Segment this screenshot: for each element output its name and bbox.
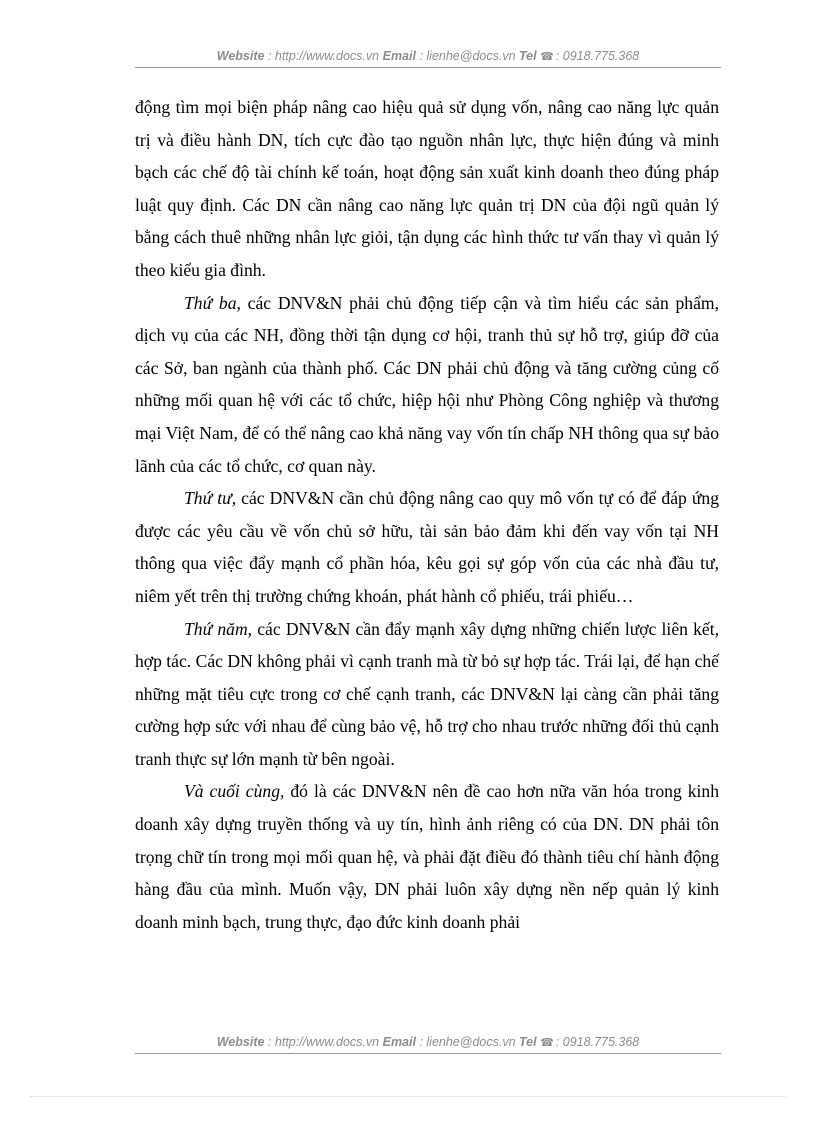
paragraph-text: các DNV&N phải chủ động tiếp cận và tìm hiểu các sản phẩm, dịch vụ của các NH, đồng thời tận dụng cơ hội, tranh thủ sự hỗ trợ, giúp đỡ của các Sở, ban ngành của thành phố. Các DN phải chủ động và tăng cường củng cố những mối quan hệ với các tổ chức, hiệp hội như Phòng Công nghiệp và thương mại Việt Nam, để có thể nâng cao khả năng vay vốn tín chấp NH thông qua sự bảo lãnh của các tổ chức, cơ quan này. xyxy=(135,292,719,476)
header-website-label: Website xyxy=(216,49,265,63)
footer-tel-value: : 0918.775.368 xyxy=(555,1035,640,1049)
footer-tel-label: Tel xyxy=(519,1035,537,1049)
page-footer xyxy=(135,1035,721,1049)
header-email-label: Email xyxy=(382,49,416,63)
phone-icon xyxy=(540,49,556,63)
paragraph-lead: Thứ ba, xyxy=(184,292,241,313)
footer-email-link[interactable]: : lienhe@docs.vn xyxy=(419,1035,516,1049)
paragraph-thu-nam xyxy=(135,613,719,776)
page-bottom-edge xyxy=(30,1096,786,1097)
paragraph-text: các DNV&N cần đẩy mạnh xây dựng những chiến lược liên kết, hợp tác. Các DN không phải vì cạnh tranh mà từ bỏ sự hợp tác. Trái lại, để hạn chế những mặt tiêu cực trong cơ chế cạnh tranh, các DNV&N lại càng cần phải tăng cường hợp sức với nhau để cùng bảo vệ, hỗ trợ cho nhau trước những đối thủ cạnh tranh thực sự lớn mạnh từ bên ngoài. xyxy=(135,618,719,769)
header-divider xyxy=(135,67,721,68)
page-header xyxy=(135,49,721,63)
footer-website-label: Website xyxy=(216,1035,265,1049)
paragraph-continuation xyxy=(135,91,719,287)
paragraph-text: các DNV&N cần chủ động nâng cao quy mô vốn tự có để đáp ứng được các yêu cầu về vốn chủ sở hữu, tài sản bảo đảm khi đến vay vốn tại NH thông qua việc đẩy mạnh cổ phần hóa, kêu gọi sự góp vốn của các nhà đầu tư, niêm yết trên thị trường chứng khoán, phát hành cổ phiếu, trái phiếu… xyxy=(135,488,719,606)
paragraph-lead: Thứ năm, xyxy=(184,618,253,639)
header-tel-value: : 0918.775.368 xyxy=(555,49,640,63)
footer-divider xyxy=(135,1053,721,1054)
document-body xyxy=(135,91,719,938)
paragraph-thu-ba xyxy=(135,287,719,483)
header-website-link[interactable]: : http://www.docs.vn xyxy=(267,49,380,63)
paragraph-va-cuoi-cung xyxy=(135,775,719,938)
paragraph-text: động tìm mọi biện pháp nâng cao hiệu quả sử dụng vốn, nâng cao năng lực quản trị và điều hành DN, tích cực đào tạo nguồn nhân lực, thực hiện đúng và minh bạch các chế độ tài chính kế toán, hoạt động sản xuất kinh doanh theo đúng pháp luật quy định. Các DN cần nâng cao năng lực quản trị DN của đội ngũ quản lý bằng cách thuê những nhân lực giỏi, tận dụng các hình thức tư vấn thay vì quản lý theo kiểu gia đình. xyxy=(135,97,719,280)
paragraph-lead: Thứ tư, xyxy=(184,488,237,509)
header-tel-label: Tel xyxy=(519,49,537,63)
phone-icon xyxy=(540,1035,556,1049)
footer-email-label: Email xyxy=(382,1035,416,1049)
footer-website-link[interactable]: : http://www.docs.vn xyxy=(267,1035,380,1049)
paragraph-text: đó là các DNV&N nên đề cao hơn nữa văn hóa trong kinh doanh xây dựng truyền thống và uy tín, hình ảnh riêng có của DN. DN phải tôn trọng chữ tín trong mọi mối quan hệ, và phải đặt điều đó thành tiêu chí hành động hàng đầu của mình. Muốn vậy, DN phải luôn xây dựng nền nếp quản lý kinh doanh minh bạch, trung thực, đạo đức kinh doanh phải xyxy=(135,781,719,932)
paragraph-lead: Và cuối cùng, xyxy=(184,781,285,802)
header-email-link[interactable]: : lienhe@docs.vn xyxy=(419,49,516,63)
paragraph-thu-tu xyxy=(135,482,719,612)
